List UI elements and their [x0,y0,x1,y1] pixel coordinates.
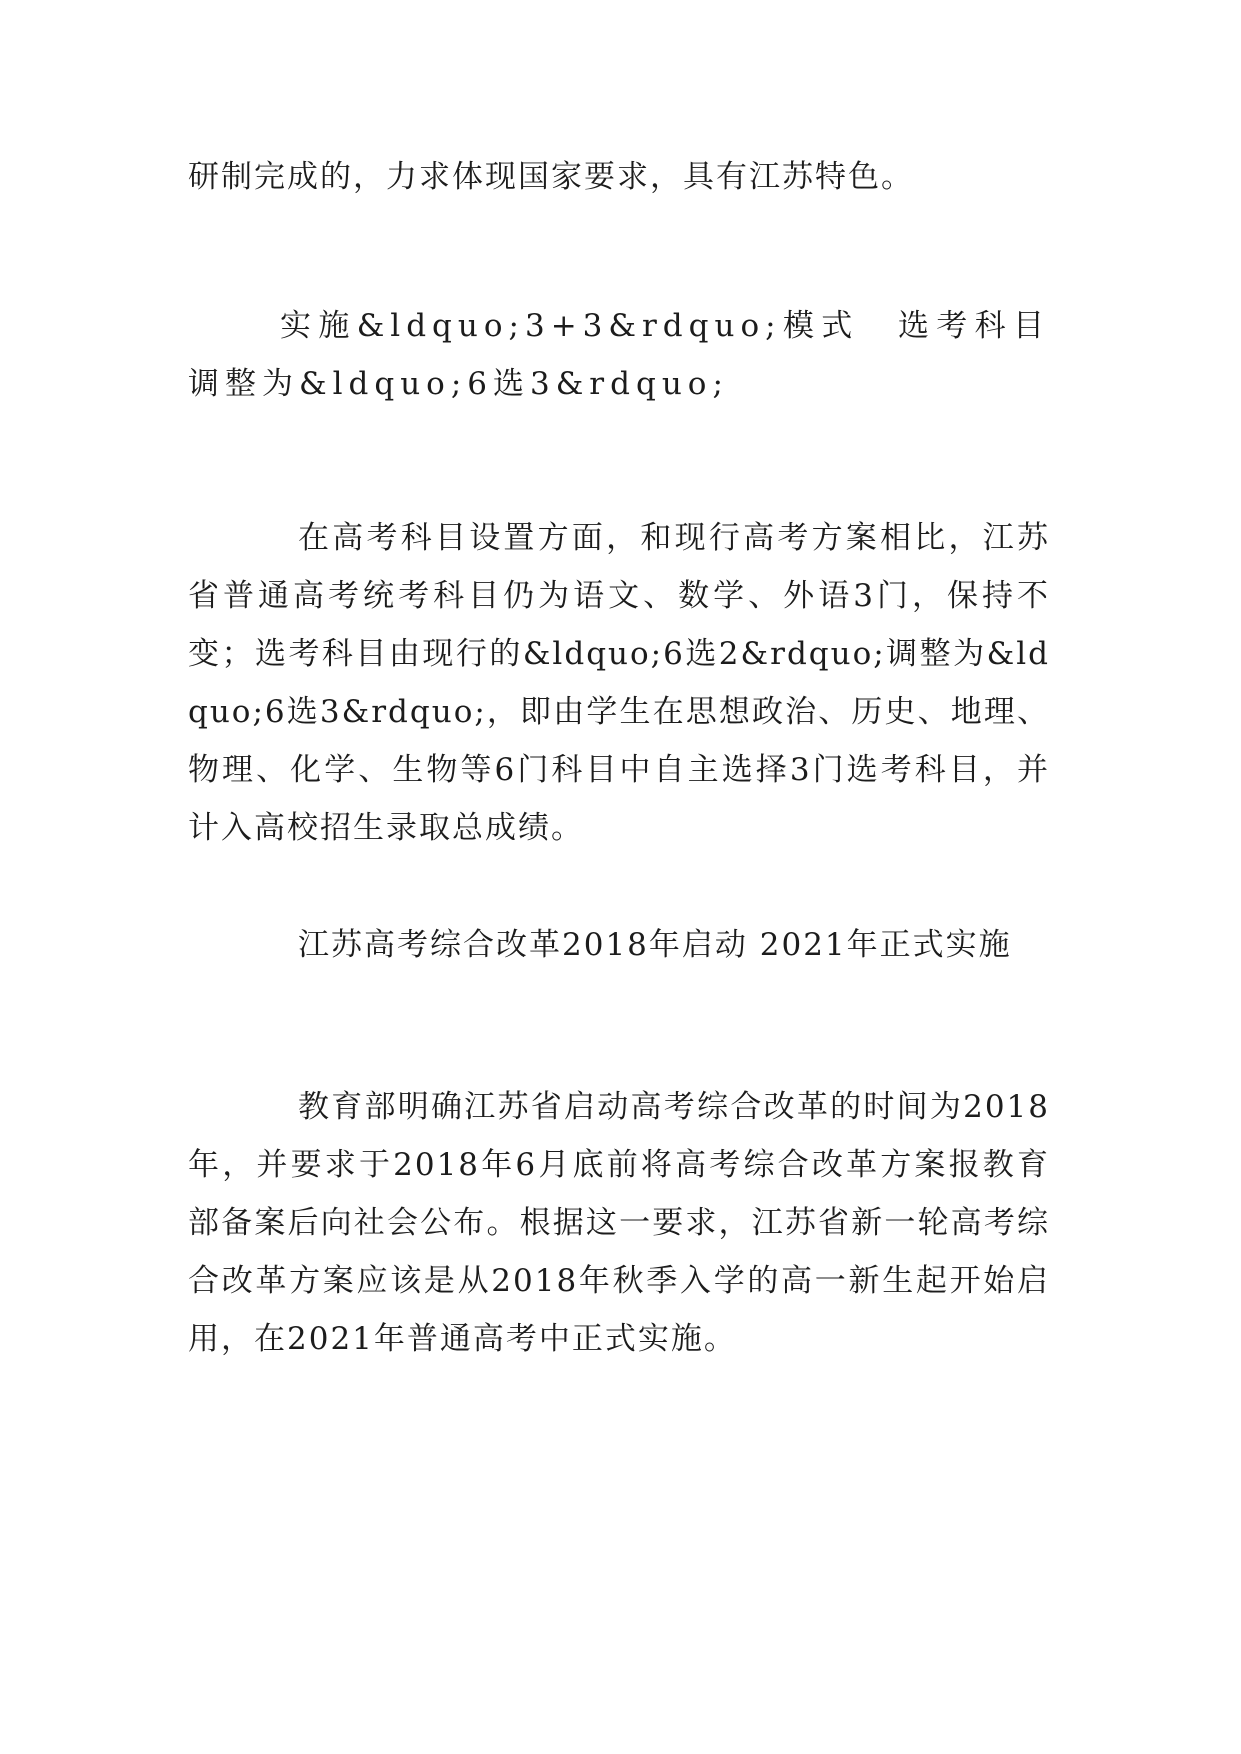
paragraph-reform-schedule: 教育部明确江苏省启动高考综合改革的时间为2018年，并要求于2018年6月底前将高考综合改革方案报教育部备案后向社会公布。根据这一要求，江苏省新一轮高考综合改革方案应该是从2018年秋季入学的高一新生起开始启用，在2021年普通高考中正式实施。 [188,1089,1050,1357]
paragraph-subject-settings: 在高考科目设置方面，和现行高考方案相比，江苏省普通高考统考科目仍为语文、数学、外语3门，保持不变；选考科目由现行的&ldquo;6选2&rdquo;调整为&ldquo;6选3&rdquo;，即由学生在思想政治、历史、地理、物理、化学、生物等6门科目中自主选择3门选考科目，并计入高校招生录取总成绩。 [188,520,1050,846]
section-heading-reform-timeline: 江苏高考综合改革2018年启动 2021年正式实施 [298,927,1012,963]
paragraph-intro-end: 研制完成的，力求体现国家要求，具有江苏特色。 [188,159,914,195]
section-heading-3plus3: 实施&ldquo;3+3&rdquo;模式 选考科目调整为&ldquo;6选3&rdquo; [188,308,1050,402]
